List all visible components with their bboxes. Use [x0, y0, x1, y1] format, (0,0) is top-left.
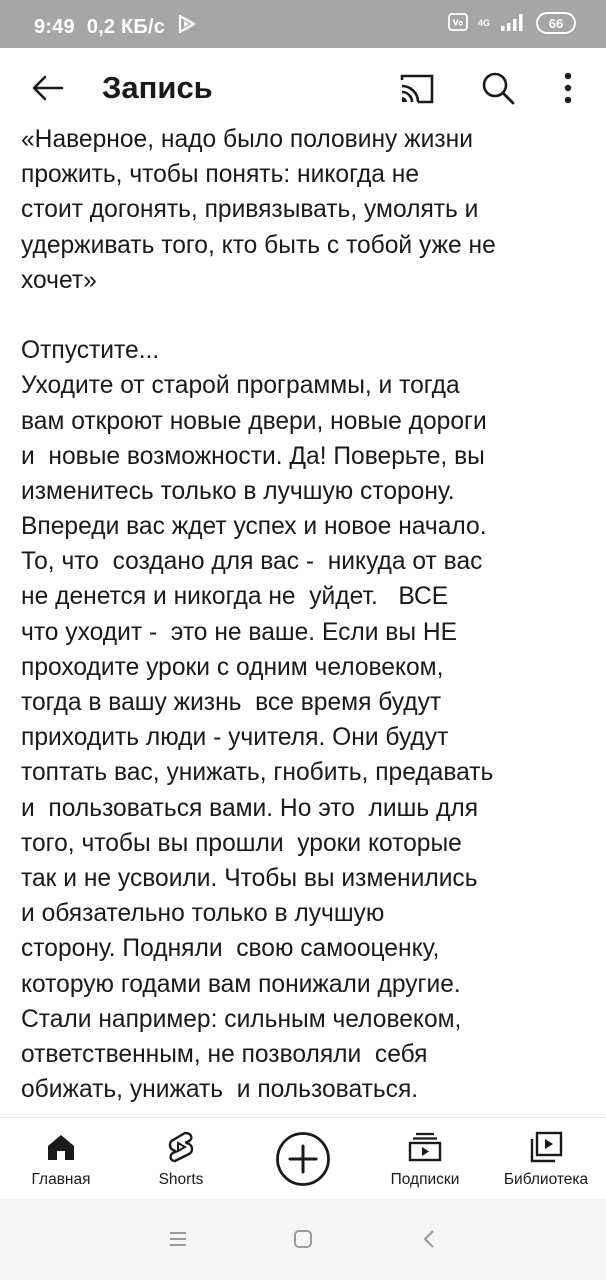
home-icon [46, 1130, 76, 1164]
post-text-line: которую годами вам понижали другие. [21, 970, 461, 998]
post-text-line: вам откроют новые двери, новые дороги [21, 407, 487, 435]
nav-shorts[interactable] [138, 1118, 224, 1200]
nav-home[interactable] [18, 1118, 104, 1200]
shorts-icon [166, 1130, 196, 1164]
post-text [21, 122, 591, 1112]
post-text-line: так и не усвоили. Чтобы вы изменились [21, 864, 478, 892]
app-bar [0, 48, 606, 128]
post-text-line: Уходите от старой программы, и тогда [21, 372, 460, 400]
post-text-line: Стали например: сильным человеком, [21, 1005, 462, 1033]
nav-library-label: Библиотека [503, 1171, 589, 1188]
post-text-line: прожить, чтобы понять: никогда не [21, 161, 420, 189]
post-text-line: изменитесь только в лучшую сторону. [21, 477, 455, 505]
post-text-line: тогда в вашу жизнь все время будут [21, 689, 442, 716]
post-text-line: удерживать того, кто быть с тобой уже не [21, 231, 496, 259]
post-text-line: сторону. Подняли свою самооценку, [21, 935, 440, 963]
nav-home-label: Главная [31, 1171, 91, 1188]
post-text-line: топтать вас, унижать, гнобить, предавать [21, 759, 494, 787]
network-label: 4G [477, 17, 490, 28]
status-speed: 0,2 КБ/с [86, 15, 166, 38]
svg-text:Vo: Vo [452, 18, 464, 27]
post-text-line: того, чтобы вы прошли уроки которые [21, 829, 462, 857]
library-icon [529, 1130, 563, 1164]
volte-icon [448, 13, 468, 34]
post-text-line: «Наверное, надо было половину жизни [21, 126, 473, 153]
recents-menu-icon[interactable] [168, 1229, 188, 1249]
post-text-line: и новые возможности. Да! Поверьте, вы [21, 442, 485, 470]
subscriptions-icon [408, 1130, 442, 1164]
page-title: Запись [102, 70, 213, 105]
nav-subscriptions-label: Подписки [390, 1171, 460, 1188]
battery-icon [536, 12, 576, 34]
system-navigation-bar [0, 1199, 606, 1280]
search-icon[interactable] [478, 68, 518, 108]
post-text-line: проходите уроки с одним человеком, [21, 653, 444, 681]
post-text-line: То, что создано для вас - никуда от вас [21, 548, 483, 576]
status-time: 9:49 [34, 15, 75, 38]
post-text-line: не денется и никогда не уйдет. ВСЕ [21, 583, 449, 611]
nav-subscriptions[interactable] [378, 1118, 472, 1200]
post-text-line: обижать, унижать и пользоваться. [21, 1076, 419, 1104]
back-chevron-icon[interactable] [421, 1229, 437, 1249]
post-text-line: Впереди вас ждет успех и новое начало. [21, 513, 487, 541]
post-text-line: хочет» [21, 266, 97, 294]
nav-shorts-label: Shorts [158, 1171, 204, 1188]
battery-level: 66 [548, 15, 564, 31]
post-text-line: приходить люди - учителя. Они будут [21, 724, 449, 752]
nav-create[interactable] [271, 1118, 335, 1200]
nav-library[interactable] [496, 1118, 596, 1200]
back-arrow-icon[interactable] [28, 68, 68, 108]
home-square-icon[interactable] [292, 1229, 314, 1249]
post-text-line: что уходит - это не ваше. Если вы НЕ [21, 618, 458, 646]
post-text-line: стоит догонять, привязывать, умолять и [21, 196, 479, 224]
signal-icon [500, 13, 526, 34]
post-text-line [21, 298, 591, 333]
status-right [448, 12, 576, 34]
create-plus-icon [275, 1131, 331, 1187]
post-text-line: и обязательно только в лучшую [21, 900, 385, 928]
cast-icon[interactable] [396, 70, 436, 110]
youtube-notification-icon [177, 14, 197, 40]
status-bar [0, 0, 606, 48]
more-vert-icon[interactable] [556, 68, 580, 108]
post-text-line: Отпустите... [21, 337, 160, 365]
post-text-line: и пользоваться вами. Но это лишь для [21, 794, 479, 822]
status-left [34, 14, 197, 40]
bottom-navigation [0, 1117, 606, 1199]
post-text-line: ответственным, не позволяли себя [21, 1040, 428, 1068]
